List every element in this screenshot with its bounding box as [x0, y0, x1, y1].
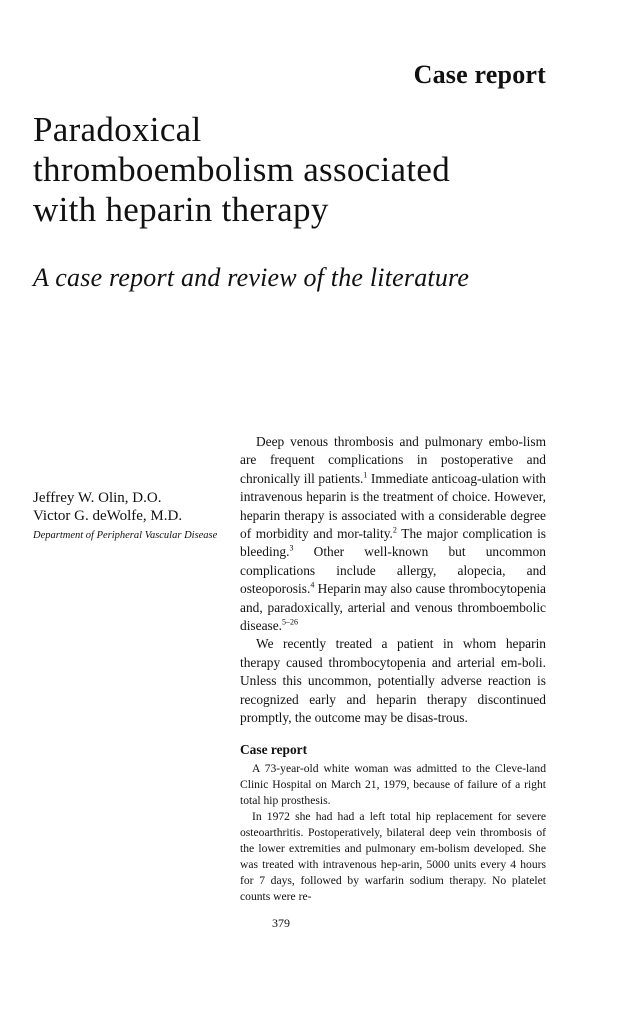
- section-label: Case report: [413, 60, 546, 89]
- title-line: Paradoxical: [33, 110, 202, 149]
- case-report-text: [240, 761, 546, 905]
- intro-paragraph: We recently treated a patient in whom heparin therapy caused thrombocytopenia and arterial em-boli. Unless this uncommon, potentially adverse reaction is recognized early and heparin therapy discontinued promptly, the outcome may be disas-trous.: [240, 636, 546, 726]
- body-column: [240, 433, 546, 905]
- case-paragraph: In 1972 she had had a left total hip replacement for severe osteoarthritis. Postoperatively, bilateral deep vein thrombosis of the lower extremities and pulmonary em-bolism developed. She was treated with intravenous hep-arin, 5000 units every 4 hours for 7 days, followed by warfarin sodium therapy. No platelet counts were re-: [240, 809, 546, 903]
- author-affiliation: Department of Peripheral Vascular Disease: [33, 530, 218, 541]
- case-paragraph: A 73-year-old white woman was admitted to the Cleve-land Clinic Hospital on March 21, 1979, because of failure of a right total hip prosthesis.: [240, 761, 546, 807]
- case-report-heading: Case report: [240, 741, 308, 757]
- page-number: 379: [272, 916, 290, 930]
- author-name: Victor G. deWolfe, M.D.: [33, 508, 183, 524]
- text-run: Deep venous thrombosis and pulmonary embo-lism are frequent complications in postoperative and chronically ill patients.: [240, 434, 546, 486]
- text-run: Immediate anticoag-ulation with intravenous heparin is the treatment of choice. However, heparin therapy is associated with a considerable degree of morbidity and mor-tality.: [240, 470, 546, 542]
- reference-marker: 5–26: [282, 617, 299, 627]
- text-run: Other well-known but uncommon complications include allergy, alopecia, and osteoporosis.: [240, 544, 546, 597]
- intro-paragraph: [240, 433, 546, 635]
- reference-marker: 1: [363, 470, 368, 480]
- title-line: thromboembolism associated: [33, 150, 451, 189]
- reference-marker: 4: [310, 580, 315, 590]
- introduction: [240, 433, 546, 728]
- text-run: The major complication is bleeding.: [240, 526, 547, 560]
- title-line: with heparin therapy: [33, 190, 329, 229]
- author-name: Jeffrey W. Olin, D.O.: [33, 490, 162, 506]
- article-subtitle: A case report and review of the literature: [33, 263, 470, 292]
- article-title: [33, 110, 593, 230]
- author-block: [33, 489, 233, 541]
- text-run: Heparin may also cause thrombocytopenia and, paradoxically, arterial and venous thromboembolic disease.: [240, 581, 546, 634]
- reference-marker: 2: [392, 525, 397, 535]
- reference-marker: 3: [289, 543, 294, 553]
